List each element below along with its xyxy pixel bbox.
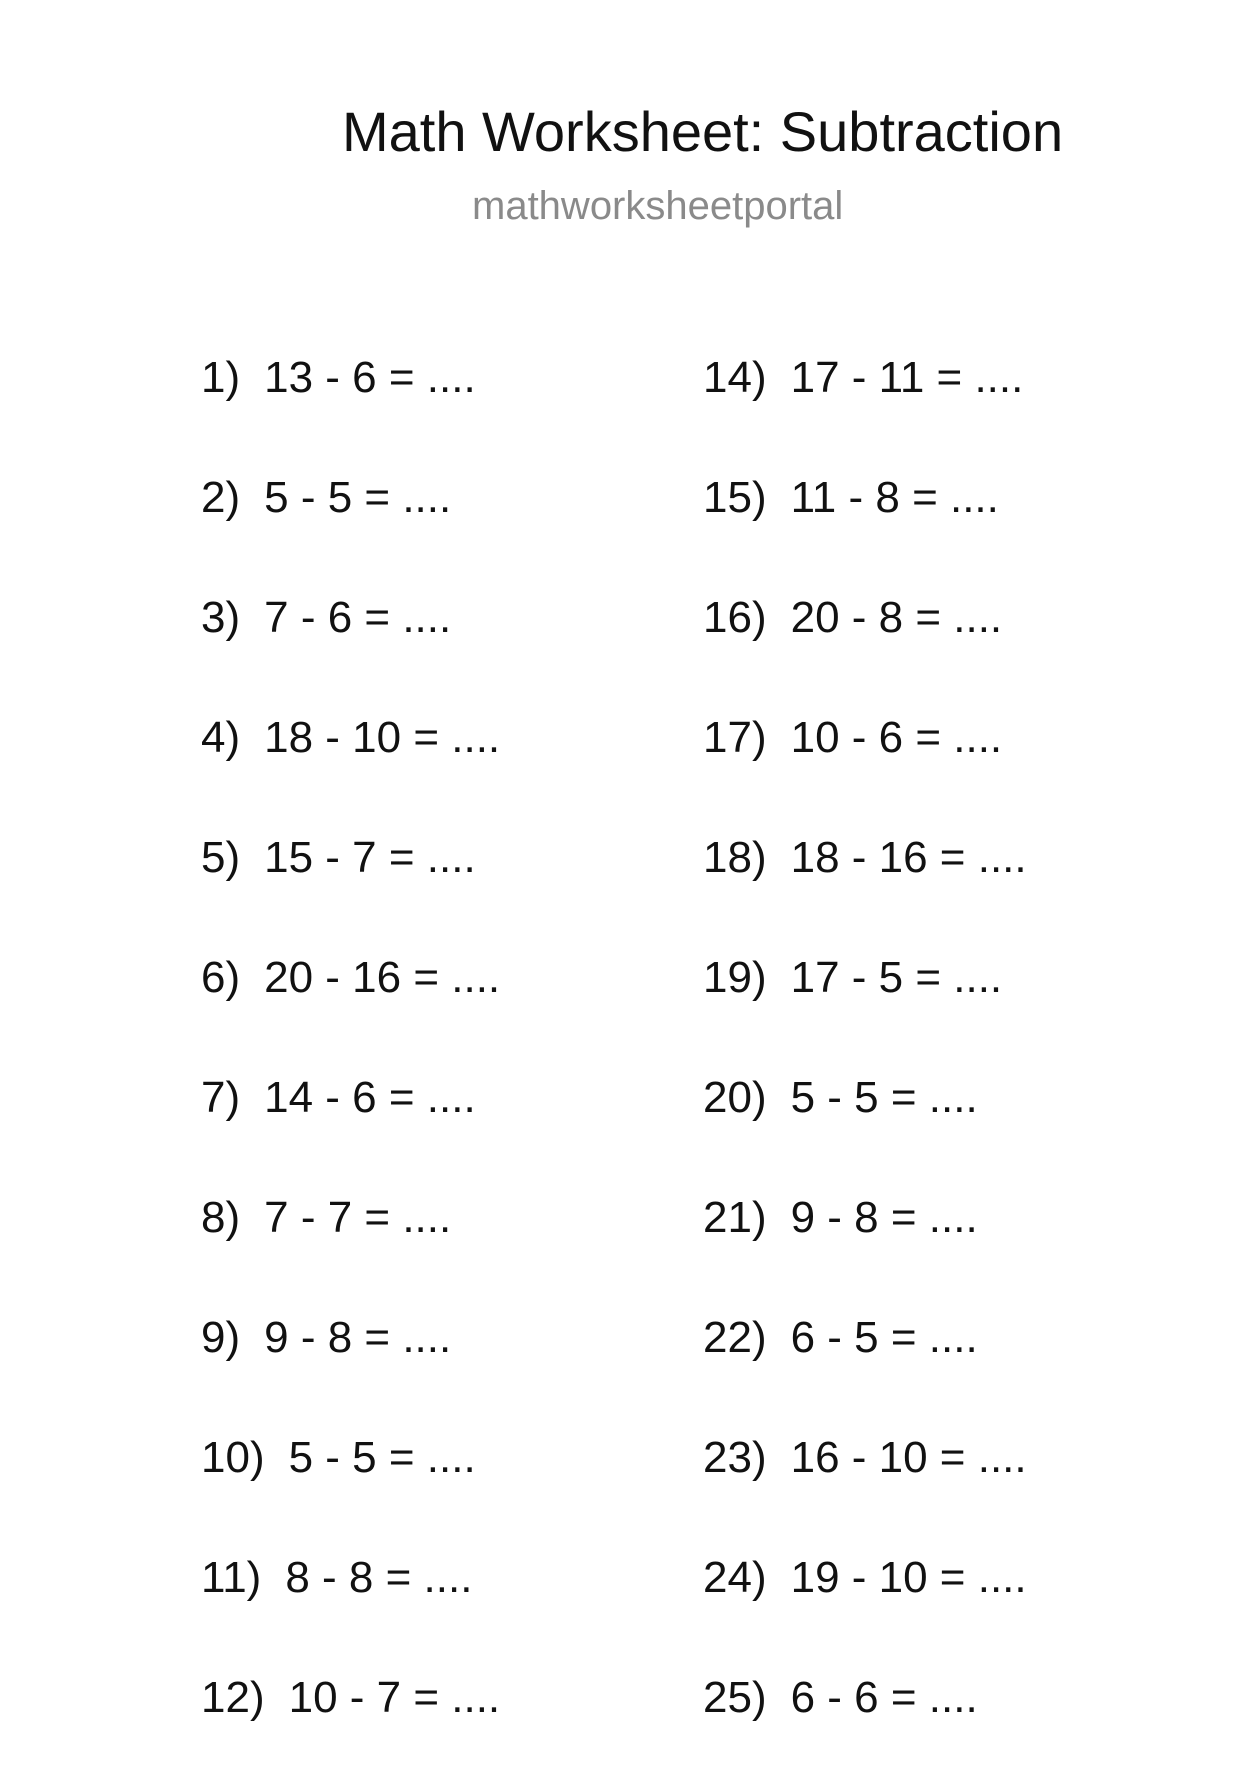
problem-item — [201, 1428, 500, 1548]
problem-expression: 5 - 5 = .... — [264, 473, 452, 522]
problem-item — [703, 948, 1027, 1068]
problem-expression: 10 - 6 = .... — [790, 713, 1003, 762]
problem-number: 8) — [201, 1193, 241, 1242]
problem-number: 7) — [201, 1073, 241, 1122]
problem-item — [703, 1308, 1027, 1428]
problem-expression: 5 - 5 = .... — [790, 1073, 978, 1122]
problem-expression: 11 - 8 = .... — [790, 473, 999, 522]
problem-expression: 14 - 6 = .... — [264, 1073, 476, 1122]
problem-item — [703, 348, 1027, 468]
problem-expression: 9 - 8 = .... — [264, 1313, 452, 1362]
problem-number: 23) — [703, 1433, 767, 1482]
problem-number: 5) — [201, 833, 241, 882]
problem-number: 22) — [703, 1313, 767, 1362]
problem-expression: 8 - 8 = .... — [285, 1553, 473, 1602]
problem-item — [703, 1548, 1027, 1668]
problem-expression: 20 - 8 = .... — [790, 593, 1003, 642]
problem-item — [201, 948, 500, 1068]
problem-number: 2) — [201, 473, 241, 522]
problem-expression: 20 - 16 = .... — [264, 953, 501, 1002]
problem-number: 6) — [201, 953, 241, 1002]
problem-expression: 9 - 8 = .... — [790, 1193, 978, 1242]
problem-expression: 19 - 10 = .... — [790, 1553, 1027, 1602]
problem-number: 24) — [703, 1553, 767, 1602]
problem-item — [703, 708, 1027, 828]
problem-item — [201, 1188, 500, 1308]
problem-number: 21) — [703, 1193, 767, 1242]
problems-left-column — [201, 348, 500, 1788]
problem-item — [703, 828, 1027, 948]
problem-item — [703, 1668, 1027, 1788]
problem-number: 1) — [201, 353, 241, 402]
problem-item — [703, 468, 1027, 588]
problem-expression: 6 - 5 = .... — [790, 1313, 978, 1362]
problem-number: 3) — [201, 593, 241, 642]
problem-number: 10) — [201, 1433, 265, 1482]
page-subtitle: mathworksheetportal — [472, 184, 844, 228]
problem-item — [201, 1308, 500, 1428]
page-title: Math Worksheet: Subtraction — [342, 100, 1064, 163]
problem-number: 15) — [703, 473, 767, 522]
problem-item — [201, 828, 500, 948]
problem-item — [201, 588, 500, 708]
problem-number: 16) — [703, 593, 767, 642]
problem-item — [201, 468, 500, 588]
problem-number: 25) — [703, 1673, 767, 1722]
problem-number: 4) — [201, 713, 241, 762]
problem-number: 20) — [703, 1073, 767, 1122]
problem-item — [201, 348, 500, 468]
problem-item — [703, 1188, 1027, 1308]
problem-expression: 7 - 7 = .... — [264, 1193, 452, 1242]
problem-number: 12) — [201, 1673, 265, 1722]
problem-item — [201, 1548, 500, 1668]
problem-expression: 18 - 10 = .... — [264, 713, 501, 762]
problem-expression: 10 - 7 = .... — [288, 1673, 501, 1722]
problem-item — [201, 1668, 500, 1788]
problem-number: 18) — [703, 833, 767, 882]
problem-number: 14) — [703, 353, 767, 402]
problem-expression: 6 - 6 = .... — [790, 1673, 978, 1722]
problem-expression: 16 - 10 = .... — [790, 1433, 1027, 1482]
problem-item — [703, 1428, 1027, 1548]
problem-item — [703, 1068, 1027, 1188]
problem-expression: 13 - 6 = .... — [264, 353, 476, 402]
problem-expression: 17 - 11 = .... — [790, 353, 1024, 402]
problem-expression: 7 - 6 = .... — [264, 593, 452, 642]
problem-expression: 18 - 16 = .... — [790, 833, 1027, 882]
problem-item — [703, 588, 1027, 708]
problems-right-column — [703, 348, 1027, 1788]
problem-number: 11) — [201, 1553, 262, 1602]
problem-expression: 5 - 5 = .... — [288, 1433, 476, 1482]
problem-item — [201, 708, 500, 828]
problem-number: 19) — [703, 953, 767, 1002]
problem-item — [201, 1068, 500, 1188]
problem-number: 9) — [201, 1313, 241, 1362]
problem-number: 17) — [703, 713, 767, 762]
problem-expression: 15 - 7 = .... — [264, 833, 476, 882]
problem-expression: 17 - 5 = .... — [790, 953, 1003, 1002]
